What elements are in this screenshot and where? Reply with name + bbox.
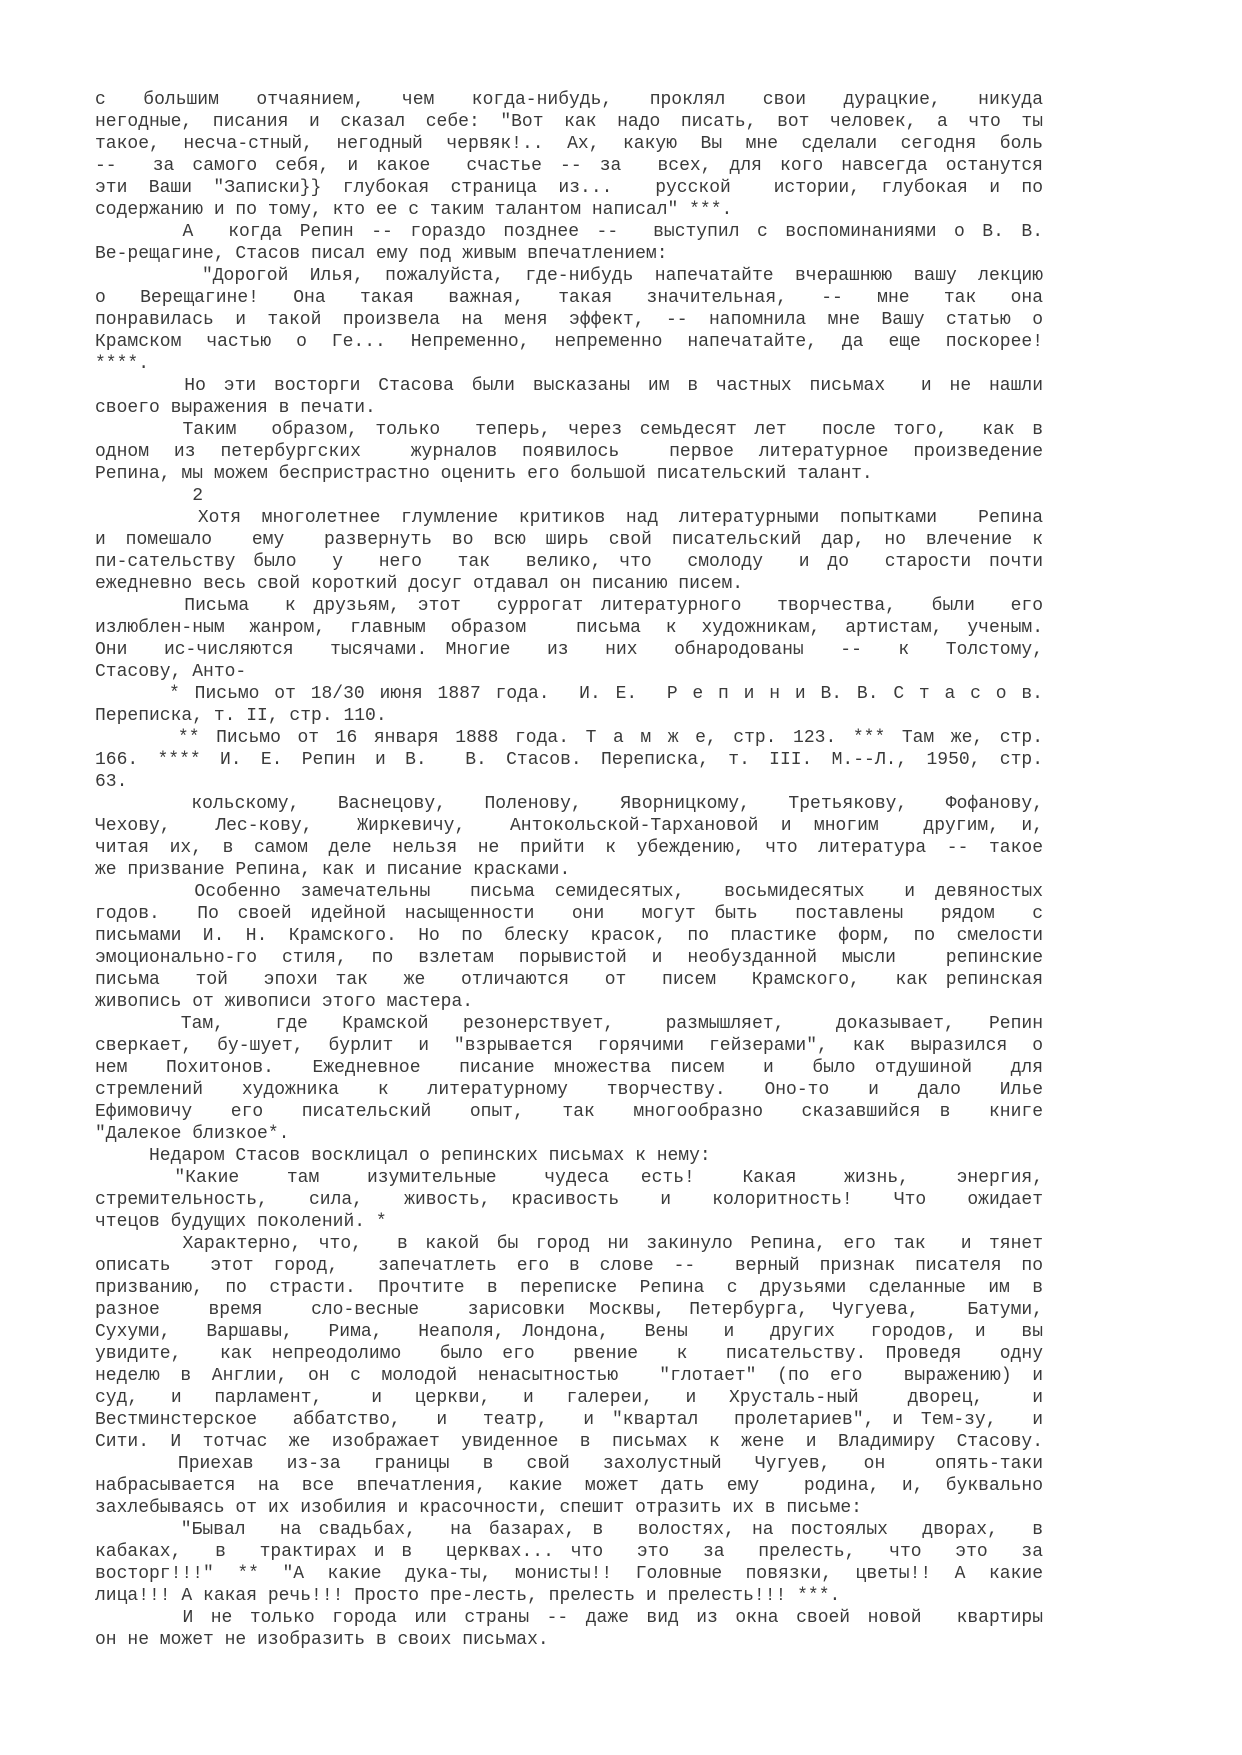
text-line: Характерно, что, в какой бы город ни закинуло Репина, его так и тянет <box>95 1234 1043 1254</box>
text-line: письма той эпохи так же отличаются от писем Крамского, как репинская <box>95 970 1043 990</box>
text-line: пи-сательству было у него так велико, что смолоду и до старости почти <box>95 552 1043 572</box>
text-line: Переписка, т. II, стр. 110. <box>95 706 387 726</box>
text-line: Они ис-числяются тысячами. Многие из них обнародованы -- к Толстому, <box>95 640 1043 660</box>
text-line: суд, и парламент, и церкви, и галереи, и Хрусталь-ный дворец, и <box>95 1388 1043 1408</box>
text-line: разное время сло-весные зарисовки Москвы, Петербурга, Чугуева, Батуми, <box>95 1300 1043 1320</box>
text-line: сверкает, бу-шует, бурлит и "взрывается горячими гейзерами", как выразился о <box>95 1036 1043 1056</box>
text-line: эти Ваши "Записки}} глубокая страница из... русской истории, глубокая и по <box>95 178 1043 198</box>
text-line: А когда Репин -- гораздо позднее -- выступил с воспоминаниями о В. В. <box>95 222 1043 242</box>
text-line: кольскому, Васнецову, Поленову, Яворницкому, Третьякову, Фофанову, <box>95 794 1043 814</box>
text-line: "Какие там изумительные чудеса есть! Какая жизнь, энергия, <box>95 1168 1043 1188</box>
text-line: кабаках, в трактирах и в церквах... что это за прелесть, что это за <box>95 1542 1043 1562</box>
text-line: читая их, в самом деле нельзя не прийти к убеждению, что литература -- такое <box>95 838 1043 858</box>
text-line: восторг!!!" ** "А какие дука-ты, монисты!! Головные повязки, цветы!! А какие <box>95 1564 1043 1584</box>
text-line: письмами И. Н. Крамского. Но по блеску красок, по пластике форм, по смелости <box>95 926 1043 946</box>
text-line: он не может не изобразить в своих письмах. <box>95 1630 549 1650</box>
text-line: ****. <box>95 354 150 374</box>
text-line: набрасывается на все впечатления, какие может дать ему родина, и, буквально <box>95 1476 1043 1496</box>
text-line: ежедневно весь свой короткий досуг отдавал он писанию писем. <box>95 574 744 594</box>
text-line: 2 <box>95 486 204 506</box>
text-line: Сити. И тотчас же изображает увиденное в письмах к жене и Владимиру Стасову. <box>95 1432 1043 1452</box>
text-line: Репина, мы можем беспристрастно оценить его большой писательский талант. <box>95 464 873 484</box>
text-line: И не только города или страны -- даже вид из окна своей новой квартиры <box>95 1608 1043 1628</box>
text-line: такое, несча-стный, негодный червяк!.. Ах, какую Вы мне сделали сегодня боль <box>95 134 1043 154</box>
text-line: и помешало ему развернуть во всю ширь свой писательский дар, но влечение к <box>95 530 1043 550</box>
text-line: живопись от живописи этого мастера. <box>95 992 474 1012</box>
text-line: Приехав из-за границы в свой захолустный Чугуев, он опять-таки <box>95 1454 1043 1474</box>
text-line: содержанию и по тому, кто ее с таким талантом написал" ***. <box>95 200 733 220</box>
text-line: о Верещагине! Она такая важная, такая значительная, -- мне так она <box>95 288 1043 308</box>
text-line: излюблен-ным жанром, главным образом письма к художникам, артистам, ученым. <box>95 618 1043 638</box>
text-line: -- за самого себя, и какое счастье -- за всех, для кого навсегда останутся <box>95 156 1043 176</box>
text-line: Недаром Стасов восклицал о репинских письмах к нему: <box>95 1146 711 1166</box>
text-line: Стасову, Анто- <box>95 662 247 682</box>
text-line: своего выражения в печати. <box>95 398 376 418</box>
text-line: нем Похитонов. Ежедневное писание множества писем и было отдушиной для <box>95 1058 1043 1078</box>
text-line: "Далекое близкое*. <box>95 1124 290 1144</box>
text-line: Чехову, Лес-кову, Жиркевичу, Антокольской-Тархановой и многим другим, и, <box>95 816 1043 836</box>
text-line: неделю в Англии, он с молодой ненасытностью "глотает" (по его выражению) и <box>95 1366 1043 1386</box>
document-page <box>95 89 1043 1651</box>
text-line: одном из петербургских журналов появилось первое литературное произведение <box>95 442 1043 462</box>
text-line: "Бывал на свадьбах, на базарах, в волостях, на постоялых дворах, в <box>95 1520 1043 1540</box>
text-line: Крамском частью о Ге... Непременно, непременно напечатайте, да еще поскорее! <box>95 332 1043 352</box>
text-line: Вестминстерское аббатство, и театр, и "квартал пролетариев", и Тем-зу, и <box>95 1410 1043 1430</box>
text-line: захлебываясь от их изобилия и красочности, спешит отразить их в письме: <box>95 1498 862 1518</box>
text-line: 63. <box>95 772 128 792</box>
text-line: * Письмо от 18/30 июня 1887 года. И. Е. Р е п и н и В. В. С т а с о в. <box>95 684 1043 704</box>
text-line: Письма к друзьям, этот суррогат литературного творчества, были его <box>95 596 1043 616</box>
text-line: описать этот город, запечатлеть его в слове -- верный признак писателя по <box>95 1256 1043 1276</box>
text-line: ** Письмо от 16 января 1888 года. Т а м ж е, стр. 123. *** Там же, стр. <box>95 728 1043 748</box>
text-line: увидите, как непреодолимо было его рвение к писательству. Проведя одну <box>95 1344 1043 1364</box>
text-line: стремительность, сила, живость, красивость и колоритность! Что ожидает <box>95 1190 1043 1210</box>
text-line: Сухуми, Варшавы, Рима, Неаполя, Лондона, Вены и других городов, и вы <box>95 1322 1043 1342</box>
text-line: Хотя многолетнее глумление критиков над литературными попытками Репина <box>95 508 1043 528</box>
text-line: понравилась и такой произвела на меня эффект, -- напомнила мне Вашу статью о <box>95 310 1043 330</box>
text-line: призванию, по страсти. Прочтите в переписке Репина с друзьями сделанные им в <box>95 1278 1043 1298</box>
text-line: Ве-рещагине, Стасов писал ему под живым впечатлением: <box>95 244 668 264</box>
text-line: негодные, писания и сказал себе: "Вот как надо писать, вот человек, а что ты <box>95 112 1043 132</box>
text-line: лица!!! А какая речь!!! Просто пре-лесть, прелесть и прелесть!!! ***. <box>95 1586 841 1606</box>
text-line: с большим отчаянием, чем когда-нибудь, проклял свои дурацкие, никуда <box>95 90 1043 110</box>
text-line: Особенно замечательны письма семидесятых, восьмидесятых и девяностых <box>95 882 1043 902</box>
text-line: Ефимовичу его писательский опыт, так многообразно сказавшийся в книге <box>95 1102 1043 1122</box>
text-line: эмоционально-го стиля, по взлетам порывистой и необузданной мысли репинские <box>95 948 1043 968</box>
text-line: годов. По своей идейной насыщенности они могут быть поставлены рядом с <box>95 904 1043 924</box>
text-line: "Дорогой Илья, пожалуйста, где-нибудь напечатайте вчерашнюю вашу лекцию <box>95 266 1043 286</box>
text-line: Таким образом, только теперь, через семьдесят лет после того, как в <box>95 420 1043 440</box>
text-line: Но эти восторги Стасова были высказаны им в частных письмах и не нашли <box>95 376 1043 396</box>
text-line: 166. **** И. Е. Репин и В. В. Стасов. Переписка, т. III. М.--Л., 1950, стр. <box>95 750 1043 770</box>
text-line: стремлений художника к литературному творчеству. Оно-то и дало Илье <box>95 1080 1043 1100</box>
text-line: же призвание Репина, как и писание красками. <box>95 860 571 880</box>
text-line: Там, где Крамской резонерствует, размышляет, доказывает, Репин <box>95 1014 1043 1034</box>
text-line: чтецов будущих поколений. * <box>95 1212 387 1232</box>
